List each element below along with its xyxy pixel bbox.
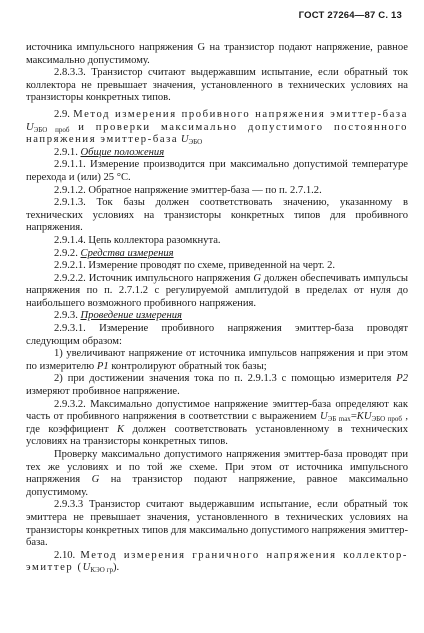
page-header: ГОСТ 27264—87 С. 13 <box>298 10 402 21</box>
text-fragment: 2.9.3.3 Транзистор считают выдержавшим испытание, если обратный ток эмиттера не превышает значения, установленного в технических условиях на транзисторы конкретных типов для максимально допустимого напряжения эмиттер-база. <box>26 499 408 549</box>
list-item-1 <box>26 348 408 373</box>
text-fragment: должен обеспечивать импульсы напряжения по п. 2.7.1.2 с регулируемой амплитудой в пределах от нуля до наибольшего возможного пробивного напряжения. <box>26 272 408 309</box>
paragraph-check <box>26 449 408 499</box>
subheading-2-9-3 <box>26 310 408 323</box>
symbol: P1 <box>96 360 109 372</box>
list-item-2 <box>26 373 408 398</box>
symbol: U <box>82 562 91 574</box>
heading-2-9 <box>26 109 408 147</box>
text-fragment: 2.9.3.1. Измерение пробивного напряжения эмиттер-база проводят следующим образом: <box>26 323 408 347</box>
heading-2-10 <box>26 550 408 575</box>
text-fragment: 2.9.2.1. Измерение проводят по схеме, приведенной на черт. 2. <box>54 260 336 272</box>
text-fragment: 2) при достижении значения тока по п. 2.9.1.3 с помощью измерителя <box>54 373 392 385</box>
symbol: K <box>356 411 364 423</box>
symbol-subscript: ЭБО <box>188 138 203 147</box>
text-fragment: 1) увеличивают напряжение от источника импульсов напряжения и при этом по измерителю <box>26 348 408 372</box>
text-fragment: 2.8.3.3. Транзистор считают выдержавшим испытание, если обратный ток коллектора не превышает значения, установленного в технических условиях на транзисторы конкретных типов. <box>26 67 408 104</box>
equals-sign: = <box>350 411 357 423</box>
symbol: G <box>91 474 100 486</box>
paragraph-2-9-1-1 <box>26 159 408 184</box>
heading-text: ). <box>112 562 120 574</box>
section-number: 2.9.2. <box>54 247 78 259</box>
symbol-subscript: КЭО гр <box>90 566 113 575</box>
paragraph-2-9-1-4 <box>26 235 408 248</box>
subheading-title: Общие положения <box>80 146 165 158</box>
text-fragment: контролируют обратный ток базы; <box>111 360 267 372</box>
symbol: U <box>363 411 372 423</box>
text-fragment: Проверку максимально допустимого напряжения эмиттер-база проводят при тех же условиях и по той же схеме. При этом от источника импульсного напряжения <box>26 449 408 486</box>
section-number: 2.9. <box>54 108 70 120</box>
text-fragment: 2.9.1.1. Измерение производится при максимально допустимой температуре перехода и (или) 25 °С. <box>26 159 408 183</box>
text-fragment: 2.9.1.3. Ток базы должен соответствовать значению, указанному в технических условиях на транзисторы конкретных типов для пробивного напряжения. <box>26 197 408 234</box>
symbol: U <box>180 134 189 146</box>
paragraph-2-8-3-3 <box>26 67 408 105</box>
section-number: 2.9.1. <box>54 146 78 158</box>
subheading-title: Проведение измерения <box>80 310 182 322</box>
paragraph-2-9-1-2 <box>26 185 408 198</box>
paragraph-2-9-3-1 <box>26 323 408 348</box>
text-fragment: источника импульсного напряжения G на транзистор подают напряжение, равное максимально допустимому. <box>26 42 408 66</box>
text-fragment: 2.9.2.2. Источник импульсного напряжения <box>54 272 251 284</box>
subheading-2-9-2 <box>26 248 408 261</box>
text-fragment: измеряют пробивное напряжение. <box>26 386 180 398</box>
symbol: U <box>320 411 328 423</box>
text-fragment: на транзистор подают напряжение, равное максимально допустимому. <box>26 474 408 498</box>
subheading-2-9-1 <box>26 147 408 160</box>
symbol: K <box>117 423 125 435</box>
symbol-subscript: ЭБ max <box>327 415 351 424</box>
heading-text: и проверки максимально допустимого постоянного напряжения эмиттер-база <box>26 121 408 146</box>
text-fragment: 2.9.1.4. Цепь коллектора разомкнута. <box>54 234 221 246</box>
symbol: G <box>253 272 261 284</box>
paragraph-2-9-1-3 <box>26 197 408 235</box>
paragraph-2-9-3-2 <box>26 399 408 449</box>
paragraph-2-9-2-1 <box>26 260 408 273</box>
section-number: 2.10. <box>54 549 76 561</box>
section-number: 2.9.3. <box>54 310 78 322</box>
heading-text: Метод измерения граничного напряжения коллектор-эмиттер ( <box>26 549 408 574</box>
symbol-subscript: ЭБО проб <box>33 125 70 134</box>
paragraph-continuation <box>26 42 408 67</box>
symbol: P2 <box>396 373 408 385</box>
symbol: U <box>26 121 34 133</box>
heading-text: Метод измерения пробивного напряжения эмиттер-база <box>73 108 408 120</box>
text-fragment: 2.9.1.2. Обратное напряжение эмиттер-база — по п. 2.7.1.2. <box>54 184 322 196</box>
text-fragment: , где коэффициент <box>26 411 408 435</box>
paragraph-2-9-2-2 <box>26 273 408 311</box>
paragraph-2-9-3-3 <box>26 499 408 549</box>
document-body <box>26 42 408 575</box>
text-fragment: должен соответствовать установленному в технических условиях на транзисторы конкретных типов. <box>26 423 408 448</box>
symbol-subscript: ЭБО проб <box>371 415 402 424</box>
subheading-title: Средства измерения <box>80 247 174 259</box>
text-fragment: 2.9.3.2. Максимально допустимое напряжение эмиттер-база определяют как часть от пробивного напряжения в соответствии с выражением <box>26 398 408 423</box>
